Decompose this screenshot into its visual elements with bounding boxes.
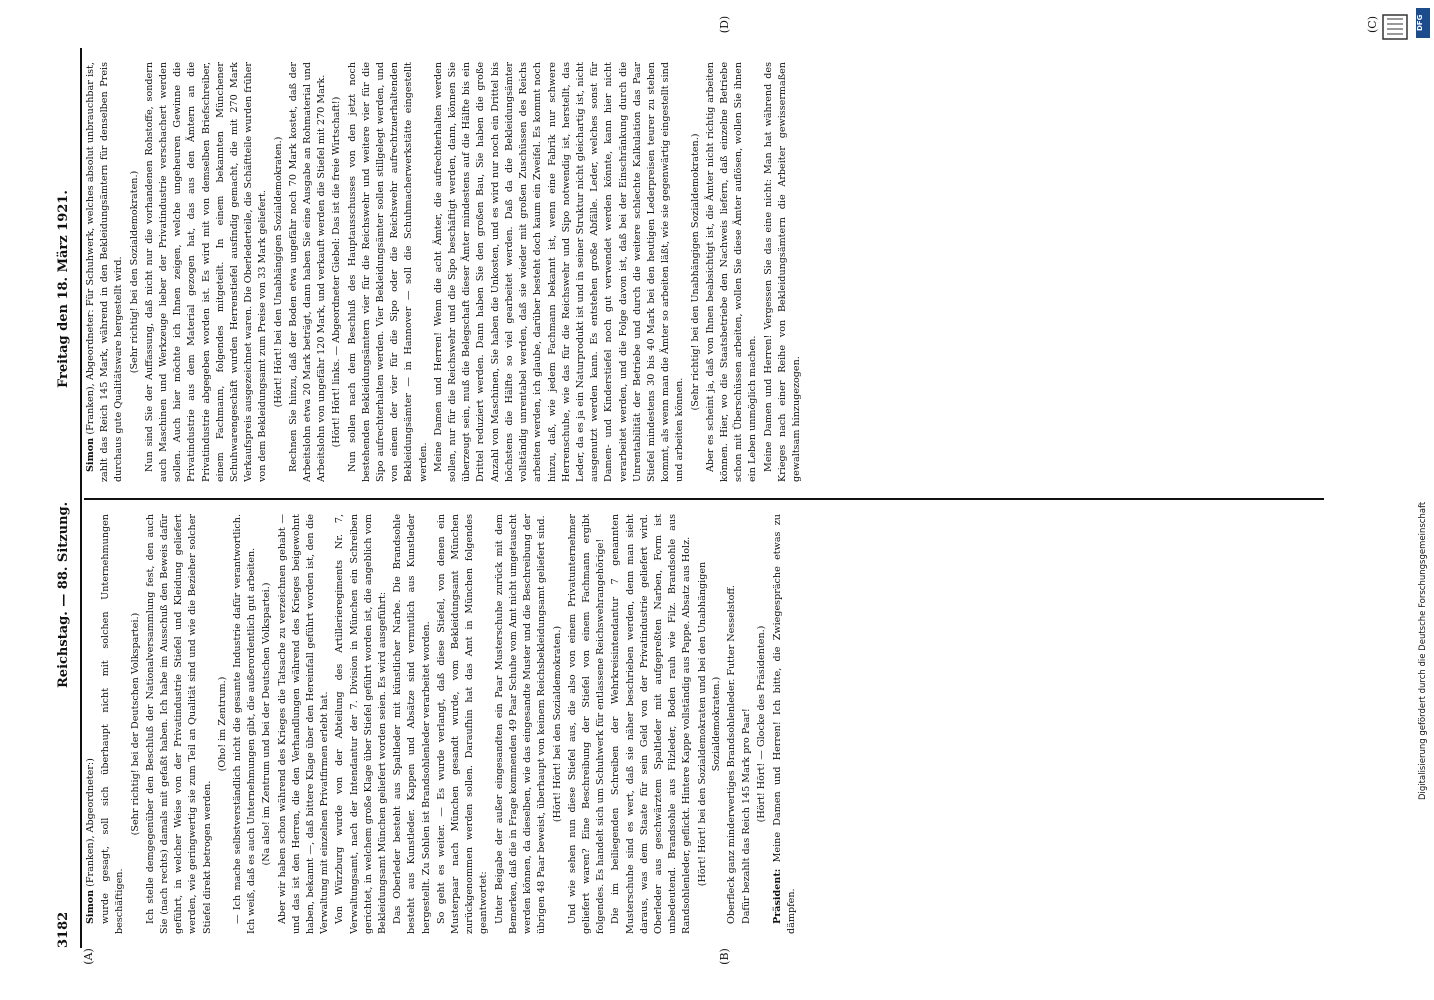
paragraph-text: Oberfleck ganz minderwertiges Brandsohlenleder. Futter Nesselstoff.	[725, 585, 737, 924]
margin-letter-a: (A)	[81, 948, 95, 965]
paragraph-text: Ich stelle demgegenüber den Beschluß der Nationalversammlung fest, den auch Sie (nach rechts) damals mit gefaßt haben. Ich habe im Ausschuß den Beweis dafür geführt, in welcher Weise von der Privatindustrie Stiefel und Kleidung geliefert werden, wie geringwertig sie zum Teil an Qualität sind und wie die Bezieher solcher Stiefel direkt betrogen werden.	[144, 514, 213, 934]
paragraph-text: (Franken), Abgeordneter:)	[85, 758, 96, 890]
speaker-name: Simon	[85, 889, 96, 924]
left-column-paragraph	[609, 514, 694, 934]
left-column-paragraph: (Sehr richtig! bei der Deutschen Volkspartei.)	[129, 612, 141, 836]
paragraph-text: Von Würzburg wurde von der Abteilung des Artillerieregiments Nr. 7, Verwaltungsamt, nach der Intendantur der 7. Division in München ein Schreiben gerichtet, in welchem große Klage über Stiefel geführt worden ist, die angeblich vom Bekleidungsamt München geliefert worden seien. Es wird ausgeführt:	[334, 514, 389, 934]
left-column-paragraph	[84, 514, 98, 934]
margin-letter-d: (D)	[718, 15, 732, 34]
right-column-paragraph	[84, 62, 127, 482]
left-column-paragraph: (Hört! Hört! bei den Sozialdemokraten und bei den Unabhängigen Sozialdemokraten.)	[696, 561, 722, 887]
paragraph-text: Dafür bezahlt das Reich 145 Mark pro Paar!	[741, 708, 753, 924]
speaker-name: Simon	[85, 437, 96, 472]
right-column-paragraph	[762, 62, 805, 482]
left-column-paragraph	[99, 514, 127, 934]
left-column-paragraph	[566, 514, 609, 934]
left-column-paragraph	[740, 514, 754, 934]
paragraph-text: Meine Damen und Herren! Ich bitte, die Zwiegespräche etwas zu dämpfen.	[771, 514, 797, 934]
left-column-paragraph	[771, 514, 799, 934]
paragraph-text: (Franken), Abgeordneter: Für Schuhwerk, welches absolut unbrauchbar ist, zahlt das Reich 145 Mark, während in den Bekleidungsämtern für denselben Preis durchaus gute Qualitätsware hergestellt wird.	[85, 62, 125, 482]
paragraph-text: — Ich mache selbstverständlich nicht die gesamte Industrie dafür verantwortlich. Ich weiß, daß es auch Unternehmungen gibt, die außerordentlich gut arbeiten.	[232, 514, 258, 934]
left-column-paragraph	[391, 514, 434, 934]
paragraph-text: Aber es scheint ja, daß von Ihnen beabsichtigt ist, die Ämter nicht richtig arbeiten können. Hier, wo die Staatsbetriebe den Nachweis liefern, daß einzelne Betriebe schon mit Überschüssen arbeiten, wollen Sie diese Ämter auflösen, wollen Sie ihnen ein Leben unmöglich machen.	[704, 62, 759, 482]
session-title: Reichstag. — 88. Sitzung.	[56, 501, 71, 688]
right-column-paragraph: (Hört! Hört! bei den Unabhängigen Sozialdemokraten.)	[272, 136, 284, 408]
left-column-paragraph	[144, 514, 215, 934]
paragraph-text: wurde gesagt, soll sich überhaupt nicht mit solchen Unternehmungen beschäftigen.	[100, 514, 126, 934]
paragraph-text: Rechnen Sie hinzu, daß der Boden etwa ungefähr noch 70 Mark kostet, daß der Arbeitslohn etwa 20 Mark beträgt, dann haben Sie eine Ausgabe an Rohmaterial und Arbeitslohn von ungefähr 120 Mark, und verkauft werden die Stiefel mit 270 Mark.	[287, 62, 328, 482]
library-stamp-icon	[1380, 12, 1410, 42]
paragraph-text: Die im beiliegenden Schreiben der Wehrkreisintendantur 7 genannten Musterschuhe sind es wert, daß sie näher beschrieben werden, denn man sieht daraus, was dem Staate für sein Geld von der Privatindustrie geliefert wird. Oberleder aus geschwärztem Spaltleder mit aufgepreßten Narben, Form ist unbedeutend. Brandsohle aus Filzleder, Boden rauh wie Filz. Brandsohle aus Randsohlenleder, geflickt. Hintere Kappe vollständig aus Pappe. Absatz aus Holz.	[610, 514, 693, 934]
right-column-paragraph	[287, 62, 330, 482]
left-column-paragraph	[276, 514, 333, 934]
right-column-paragraph: (Sehr richtig! bei den Unabhängigen Sozialdemokraten.)	[689, 133, 701, 411]
column-divider	[84, 498, 1324, 500]
page-number: 3182	[56, 911, 71, 948]
right-column-paragraph	[346, 62, 431, 482]
left-column-paragraph	[493, 514, 550, 934]
paragraph-text: Unter Beigabe der außer eingesandten ein Paar Musterschuhe zurück mit dem Bemerken, daß die in Frage kommenden 49 Paar Schuhe vom Amt nicht umgetauscht werden können, da dieselben, wie das eingesandte Muster und die Beschreibung der übrigen 48 Paar beweist, überhaupt von keinem Reichsbekleidungsamt geliefert sind.	[493, 514, 548, 934]
speaker-name: Präsident:	[771, 868, 783, 924]
margin-letter-b: (B)	[717, 948, 731, 965]
dfg-logo: DFG	[1416, 8, 1430, 38]
left-column-paragraph	[333, 514, 390, 934]
right-column-paragraph	[432, 62, 688, 482]
left-column-paragraph	[725, 514, 739, 934]
paragraph-text: Aber wir haben schon während des Krieges die Tatsache zu verzeichnen gehabt — und das ist den Herren, die den Verhandlungen während des Krieges beigewohnt haben, bekannt —, daß bittere Klage über den Hereinfall geführt worden ist, den die Verwaltung mit einzelnen Privatfirmen erlebt hat.	[276, 514, 331, 934]
left-column-paragraph	[231, 514, 259, 934]
right-column-paragraph	[704, 62, 761, 482]
left-column-paragraph: (Oho! im Zentrum.)	[216, 676, 228, 772]
paragraph-text: Meine Damen und Herren! Wenn die acht Ämter, die aufrechterhalten werden sollen, nur für die Reichswehr und die Sipo beschäftigt werden, dann, können Sie überzeugt sein, muß die Belegschaft dieser Ämter mindestens auf die Hälfte bis ein Drittel reduziert werden. Dann haben Sie den großen Bau, Sie haben die große Anzahl von Maschinen, Sie haben die Unkosten, und es wird nur noch ein Drittel bis höchstens die Hälfte so viel gearbeitet werden. Daß da die Bekleidungsämter vollständig unrentabel werden, daß sie wieder mit großen Zuschüssen des Reichs arbeiten werden, ich glaube, darüber besteht doch kaum ein Zweifel. Es kommt noch hinzu, daß, wie jedem Fachmann bekannt ist, wenn eine Fabrik nur schwere Herrenschuhe, wie das für die Reichswehr und Sipo notwendig ist, herstellt, das Leder, da es ja ein Naturprodukt ist und in seiner Struktur nicht gleichartig ist, nicht ausgenutzt werden kann. Es entstehen große Abfälle. Leder, welches sonst für Damen- und Kinderstiefel noch gut verwendet werden könnte, kann hier nicht verarbeitet werden, und die Folge davon ist, daß bei der Einschränkung durch die Unrentabilität der Betriebe und durch die weitere schlechte Kalkulation das Paar Stiefel mindestens 30 bis 40 Mark bei den heutigen Lederpreisen teurer zu stehen kommt, als wenn man die Ämter so arbeiten läßt, wie sie gegenwärtig eingestellt sind und arbeiten können.	[432, 62, 686, 482]
session-date: Freitag den 18. März 1921.	[56, 190, 71, 388]
rotated-page-content	[54, 48, 1354, 948]
margin-letter-c: (C)	[1366, 16, 1379, 33]
paragraph-text: Nun sind Sie der Auffassung, daß nicht nur die vorhandenen Rohstoffe, sondern auch Maschinen und Werkzeuge lieber der Privatindustrie verschachert werden sollen. Auch hier möchte ich Ihnen zeigen, welche ungeheuren Gewinne die Privatindustrie aus dem Material gezogen hat, das aus den Ämtern an die Privatindustrie abgegeben worden ist. Es wird mit von demselben Briefschreiber, einem Fachmann, folgendes mitgeteilt. In einem bekannten Münchener Schuhwarengeschäft wurden Herrenstiefel ausfindig gemacht, die mit 270 Mark Verkaufspreis ausgezeichnet waren. Die Oberlederteile, die Schäftteile wurden früher von dem Bekleidungsamt zum Preise von 33 Mark geliefert.	[143, 62, 269, 482]
paragraph-text: Nun sollen nach dem Beschluß des Hauptausschusses von den jetzt noch bestehenden Bekleidungsämtern vier für die Reichswehr und weitere vier für die Sipo aufrechterhalten werden. Vier Bekleidungsämter sollen stillgelegt werden, und von einem der vier für die Sipo oder die Reichswehr aufrechtzuerhaltenden Bekleidungsämter — in Hannover — soll die Schuhmacherwerkstätte eingestellt werden.	[346, 62, 429, 482]
paragraph-text: Das Oberleder besteht aus Spaltleder mit künstlicher Narbe. Die Brandsohle besteht aus Kunstleder. Kappen und Absätze sind vermutlich aus Kunstleder hergestellt. Zu Sohlen ist Brandsohlenleder verarbeitet worden.	[392, 514, 432, 934]
right-column	[84, 62, 1324, 482]
page-header	[54, 48, 76, 948]
left-column-paragraph	[435, 514, 492, 934]
right-column-paragraph	[143, 62, 271, 482]
header-rule	[80, 48, 82, 948]
left-column-paragraph: (Na also! im Zentrum und bei der Deutschen Volkspartei.)	[261, 582, 273, 866]
paragraph-text: So geht es weiter. — Es wurde verlangt, daß diese Stiefel, von denen ein Musterpaar nach München gesandt wurde, vom Bekleidungsamt München zurückgenommen werden sollen. Daraufhin hat das Amt in München folgendes geantwortet:	[435, 514, 490, 934]
paragraph-text: Meine Damen und Herren! Vergessen Sie das eine nicht: Man hat während des Krieges nach einer Reihe von Bekleidungsämtern die Arbeiter gewissermaßen gewaltsam hinzugezogen.	[762, 62, 802, 482]
paragraph-text: Und wie sehen nun diese Stiefel aus, die also von einem Privatunternehmer geliefert waren? Eine Beschreibung der Stiefel von einem Fachmann ergibt folgendes. Es handelt sich um Schuhwerk für entlassene Reichswehrangehörige!	[566, 514, 607, 934]
right-column-paragraph: (Hört! Hört! links. — Abgeordneter Giebel: Das ist die freie Wirtschaft!)	[331, 96, 343, 448]
left-column-paragraph: (Hört! Hört! bei den Sozialdemokraten.)	[551, 625, 563, 823]
digitization-credit: Digitalisierung gefördert durch die Deutsche Forschungsgemeinschaft	[1418, 501, 1428, 800]
left-column	[84, 514, 1324, 934]
right-column-paragraph: (Sehr richtig! bei den Sozialdemokraten.)	[128, 170, 140, 374]
left-column-paragraph: (Hört! Hört! — Glocke des Präsidenten.)	[756, 625, 768, 823]
